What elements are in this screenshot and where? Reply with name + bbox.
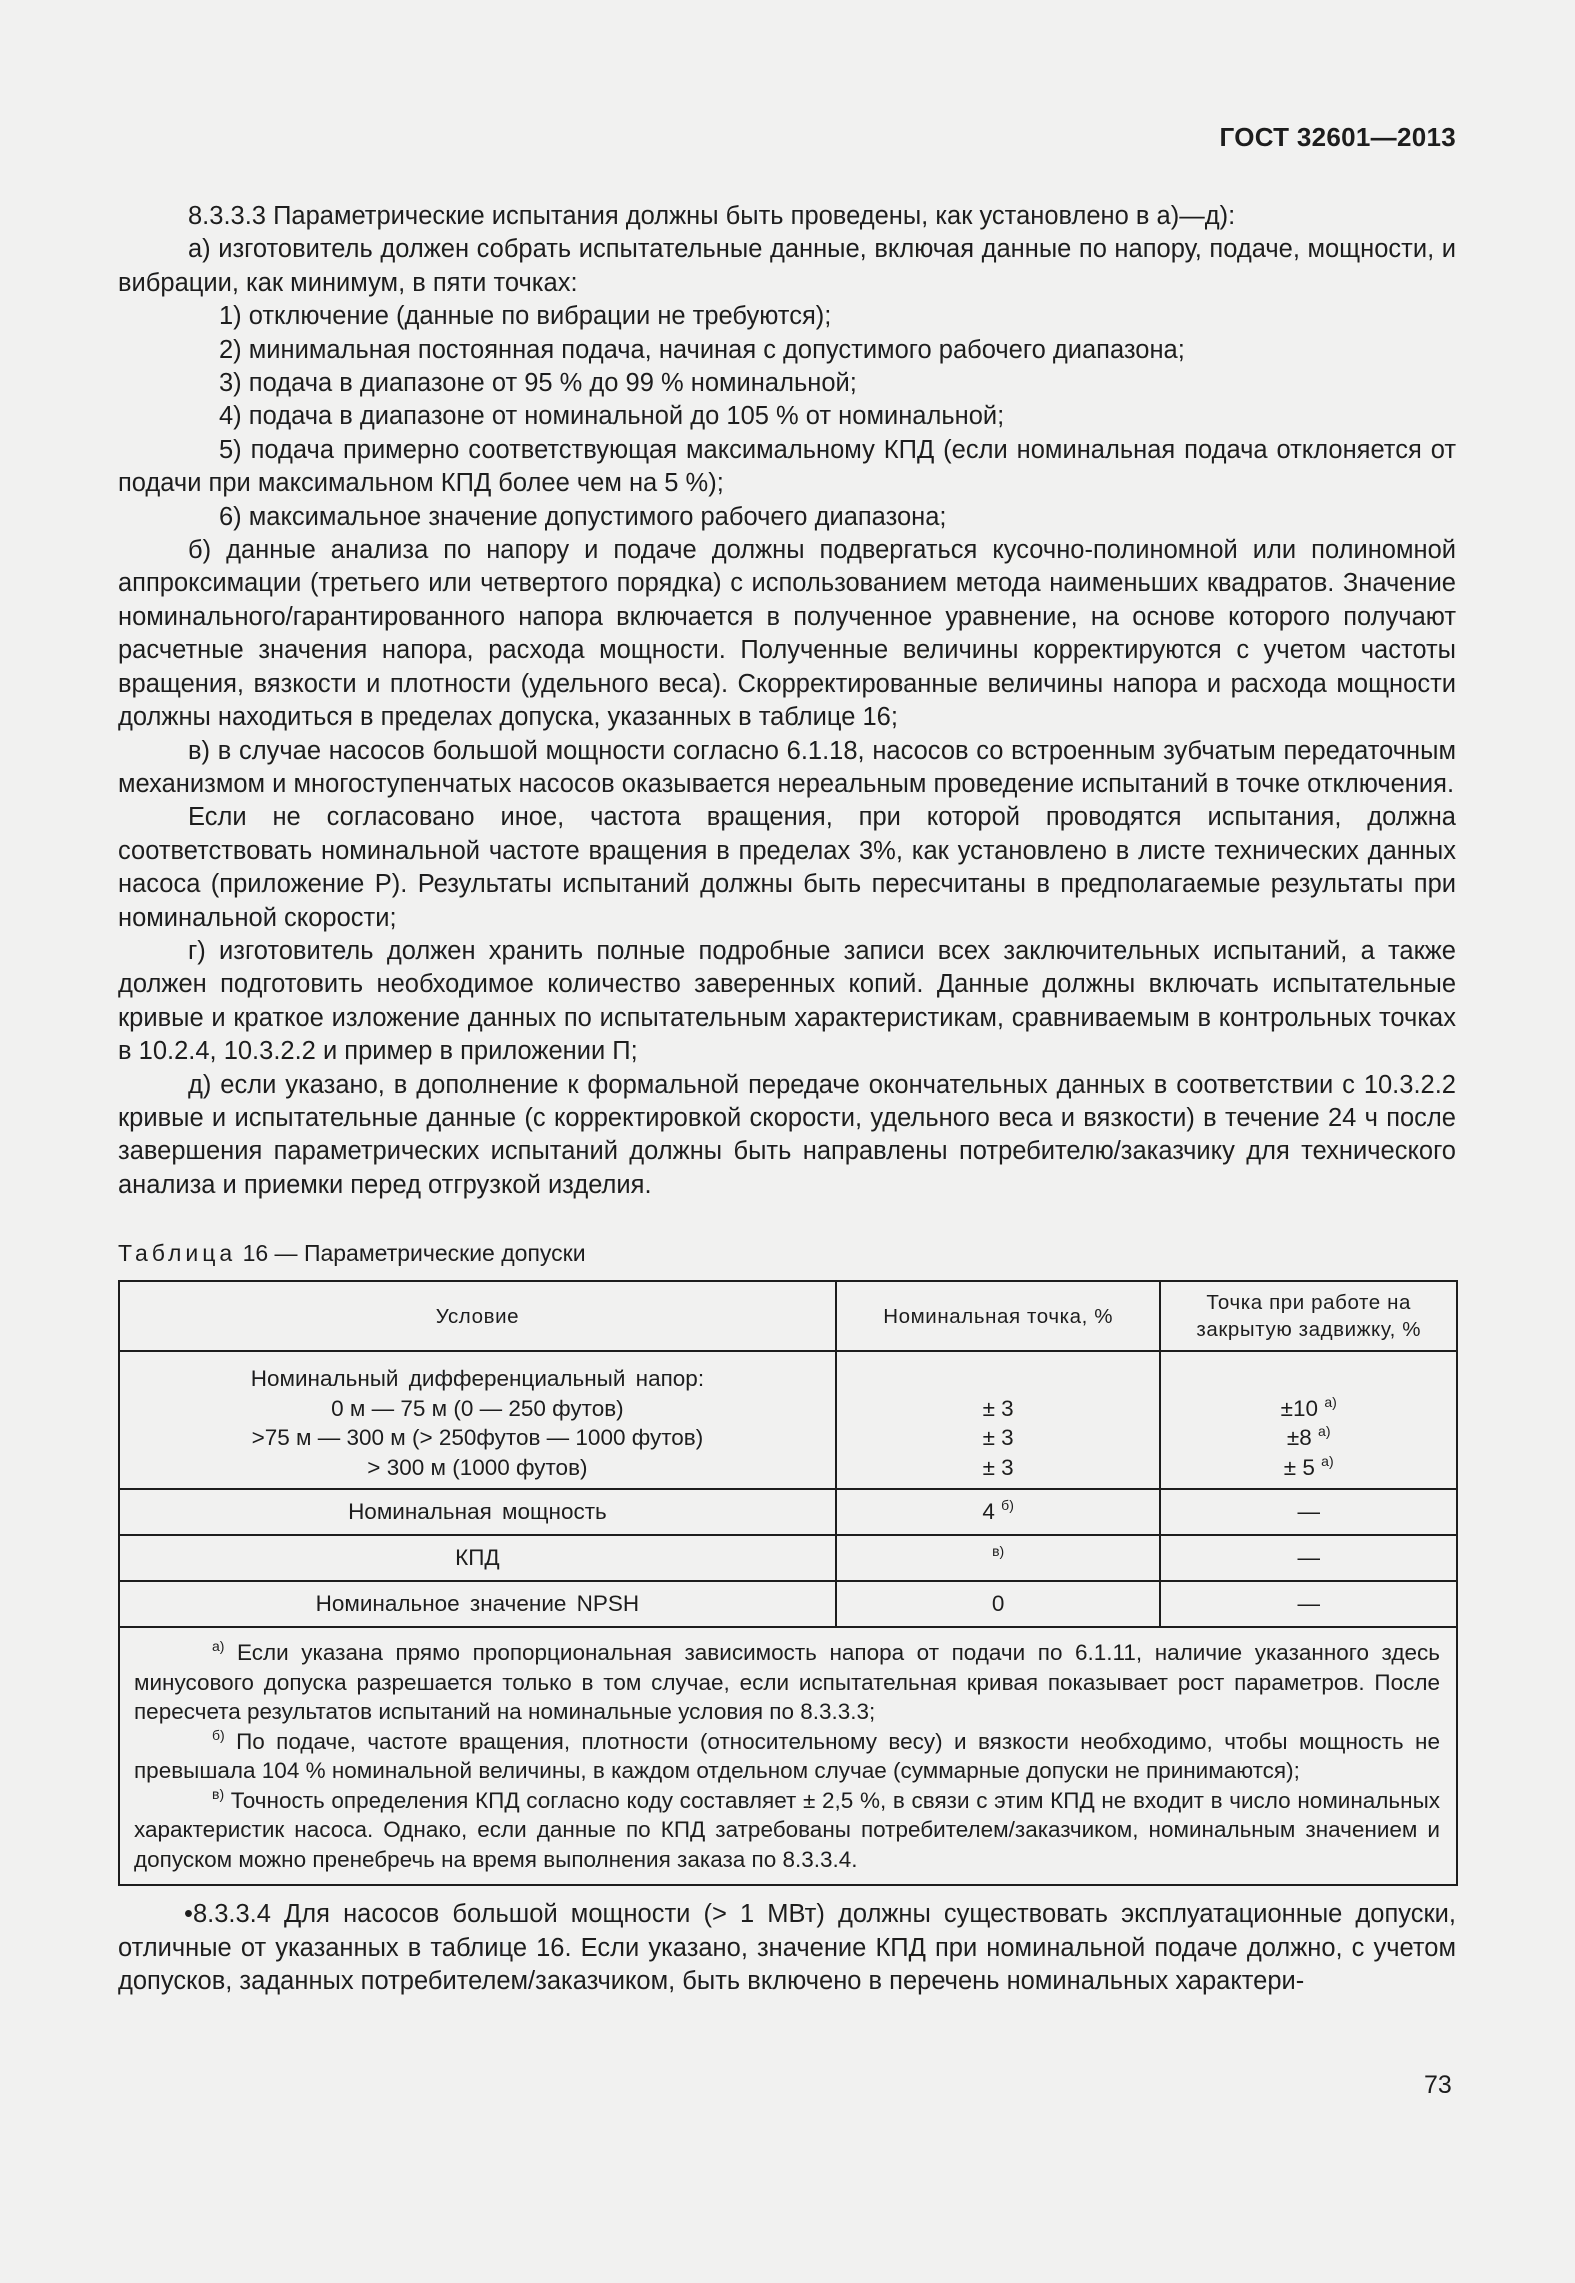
test-point-2: 2) минимальная постоянная подача, начиная с допустимого рабочего диапазона; (219, 335, 1185, 364)
cell-npsh-label: Номинальное значение NPSH (119, 1581, 836, 1627)
footnote-a: $^{а)}$ Если указана прямо пропорциональная зависимость напора от подачи по 6.1.11, наличие указанного здесь минусового допуска разрешается только в том случае, если испытательная кривая показывает рост параметров. После пересчета результатов испытаний на номинальные условия по 8.3.3.3; (134, 1638, 1440, 1725)
speed-paragraph: Если не согласовано иное, частота вращения, при которой проводятся испытания, должна соответствовать номинальной частоте вращения в пределах 3%, как установлено в листе технических данных насоса (приложение Р). Результаты испытаний должны быть пересчитаны в предполагаемые результаты при номинальной скорости; (118, 803, 1456, 932)
head-nominal-2: ± 3 (982, 1425, 1014, 1451)
table-footnotes (119, 1627, 1457, 1885)
table-caption-word: Таблица (118, 1240, 237, 1267)
footnote-ref-a: а) (1318, 1423, 1331, 1440)
head-closed-2: ±8 $^{а)}$ (1286, 1423, 1331, 1451)
tolerance-table (118, 1280, 1458, 1886)
test-point-1: 1) отключение (данные по вибрации не требуются); (219, 302, 832, 331)
header-closed-valve: Точка при работе на закрытую задвижку, % (1160, 1281, 1457, 1351)
head-label: Номинальный дифференциальный напор: (250, 1366, 705, 1392)
page-number: 73 (1424, 2071, 1452, 2099)
header-condition: Условие (119, 1281, 836, 1351)
cell-head-nominal (836, 1351, 1161, 1489)
item-v: в) в случае насосов большой мощности согласно 6.1.18, насосов со встроенным зубчатым передаточным механизмом и многоступенчатых насосов оказывается нереальным проведение испытаний в точке отключения. (118, 736, 1456, 798)
cell-power-closed: — (1160, 1489, 1457, 1535)
clause-8-3-3-3-intro: 8.3.3.3 Параметрические испытания должны быть проведены, как установлено в а)—д): (188, 202, 1236, 230)
table-row-kpd (119, 1535, 1457, 1581)
cell-npsh-closed: — (1160, 1581, 1457, 1627)
table-header-row (119, 1281, 1457, 1351)
head-range-2: >75 м — 300 м (> 250футов — 1000 футов) (251, 1425, 704, 1451)
cell-head-closed (1160, 1351, 1457, 1489)
item-b: б) данные анализа по напору и подаче должны подвергаться кусочно-полиномной или полиномной аппроксимации (третьего или четвертого порядка) с использованием метода наименьших квадратов. Значение номинального/гарантированного напора включается в полученное уравнение, на основе которого получают расчетные значения напора, расхода мощности. Полученные величины корректируются с учетом частоты вращения, вязкости и плотности (удельного веса). Скорректированные величины напора и расхода мощности должны находиться в пределах допуска, указанных в таблице 16; (118, 536, 1456, 732)
cell-head-condition (119, 1351, 836, 1489)
table-row-power (119, 1489, 1457, 1535)
item-d: д) если указано, в дополнение к формальной передаче окончательных данных в соответствии с 10.3.2.2 кривые и испытательные данные (с корректировкой скорости, удельного веса и вязкости) в течение 24 ч после завершения параметрических испытаний должны быть направлены потребителю/заказчику для технического анализа и приемки перед отгрузкой изделия. (118, 1070, 1456, 1199)
cell-power-label: Номинальная мощность (119, 1489, 836, 1535)
test-point-6: 6) максимальное значение допустимого рабочего диапазона; (219, 502, 947, 531)
table-caption (118, 1238, 1456, 1268)
header-nominal-point: Номинальная точка, % (836, 1281, 1161, 1351)
footnote-ref-a: а) (1321, 1452, 1334, 1469)
head-closed-3: ± 5 $^{а)}$ (1283, 1452, 1334, 1480)
head-nominal-1: ± 3 (982, 1395, 1014, 1421)
clause-8-3-3-4 (118, 1898, 1456, 1998)
cell-kpd-nominal (836, 1535, 1161, 1581)
head-nominal-3: ± 3 (982, 1454, 1014, 1480)
cell-kpd-closed: — (1160, 1535, 1457, 1581)
item-g: г) изготовитель должен хранить полные подробные записи всех заключительных испытаний, а также должен подготовить необходимое количество заверенных копий. Данные должны включать испытательные кривые и краткое изложение данных по испытательным характеристикам, сравниваемым в контрольных точках в 10.2.4, 10.3.2.2 и пример в приложении П; (118, 936, 1456, 1066)
document-body (118, 200, 1456, 1998)
test-point-3: 3) подача в диапазоне от 95 % до 99 % номинальной; (219, 369, 857, 398)
clause-8-3-3-4-text: 8.3.3.4 Для насосов большой мощности (> 1 МВт) должны существовать эксплуатационные допуски, отличные от указанных в таблице 16. Если указано, значение КПД при номинальной подаче должно, с учетом допусков, заданных потребителем/заказчиком, быть включено в перечень номинальных характери- (118, 1900, 1456, 1995)
table-notes-row (119, 1627, 1457, 1885)
footnote-ref-a: а) (1324, 1393, 1337, 1410)
head-range-1: 0 м — 75 м (0 — 250 футов) (331, 1395, 624, 1421)
test-point-4: 4) подача в диапазоне от номинальной до 105 % от номинальной; (219, 402, 1005, 431)
footnote-v: $^{в)}$ Точность определения КПД согласно коду составляет ± 2,5 %, в связи с этим КПД не входит в число номинальных характеристик насоса. Однако, если данные по КПД затребованы потребителем/заказчиком, номинальным значением и допуском можно пренебречь на время выполнения заказа по 8.3.3.4. (134, 1785, 1440, 1872)
document-header: ГОСТ 32601—2013 (1219, 122, 1456, 152)
table-row-npsh (119, 1581, 1457, 1627)
test-point-5: 5) подача примерно соответствующая максимальному КПД (если номинальная подача отклоняется от подачи при максимальном КПД более чем на 5 %); (118, 435, 1456, 498)
table-caption-title: 16 — Параметрические допуски (242, 1240, 586, 1267)
bullet-mark: • (184, 1900, 193, 1929)
item-a: а) изготовитель должен собрать испытательные данные, включая данные по напору, подаче, мощности, и вибрации, как минимум, в пяти точках: (118, 235, 1456, 297)
cell-kpd-label: КПД (119, 1535, 836, 1581)
footnote-ref-v: в) (992, 1543, 1005, 1560)
table-row-head (119, 1351, 1457, 1489)
footnote-ref-b: б) (1001, 1497, 1014, 1514)
cell-power-nominal: 4 $^{б)}$ (836, 1489, 1161, 1535)
footnote-b: $^{б)}$ По подаче, частоте вращения, плотности (относительному весу) и вязкости необходимо, чтобы мощность не превышала 104 % номинальной величины, в каждом отдельном случае (суммарные допуски не принимаются); (134, 1726, 1440, 1784)
cell-npsh-nominal: 0 (836, 1581, 1161, 1627)
head-range-3: > 300 м (1000 футов) (367, 1454, 588, 1480)
head-closed-1: ±10 $^{а)}$ (1280, 1393, 1337, 1421)
